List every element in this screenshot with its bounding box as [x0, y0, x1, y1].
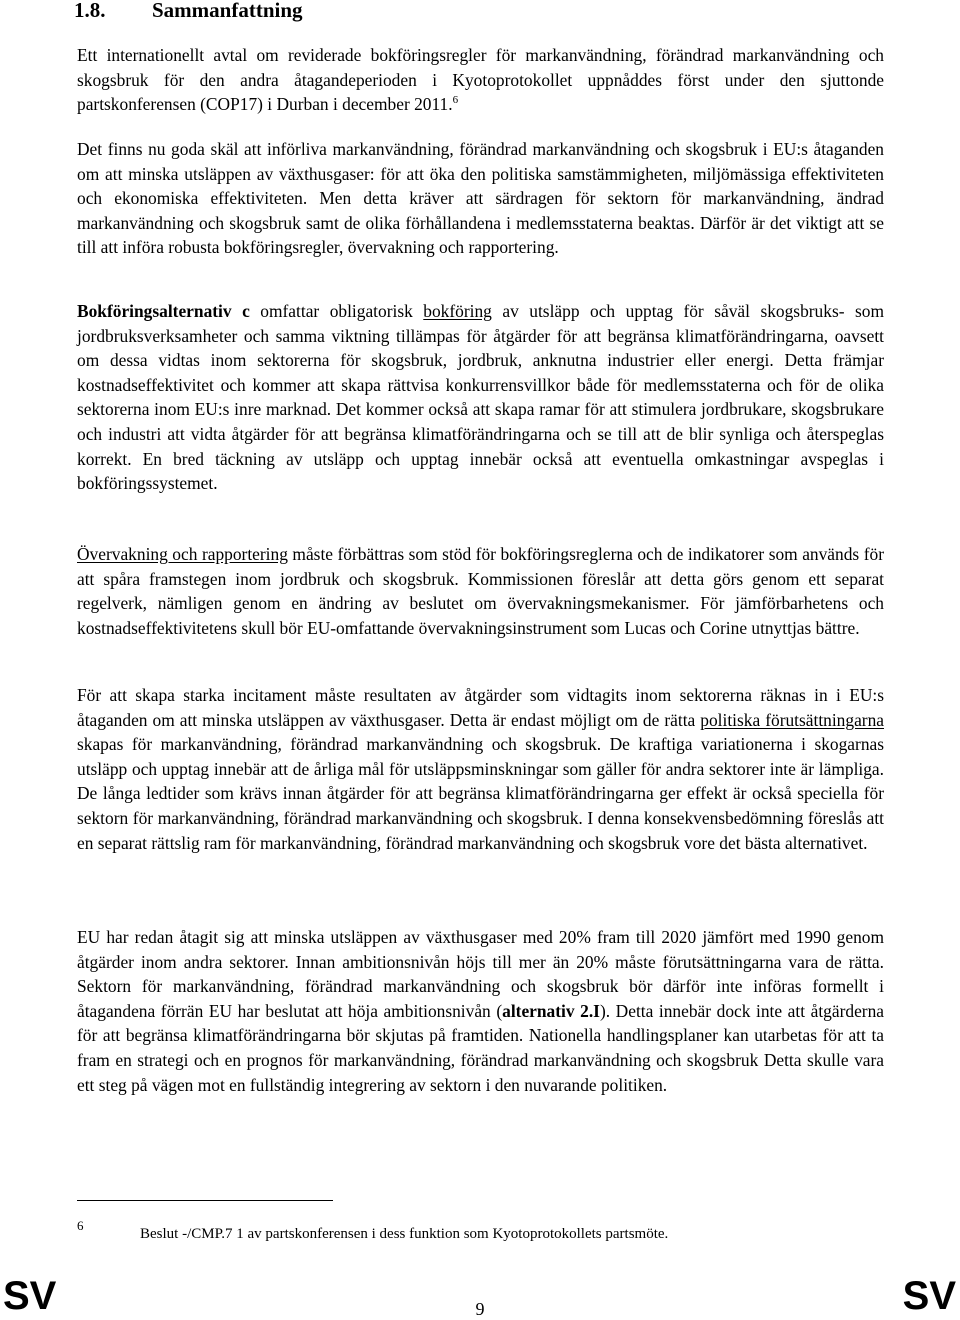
underlined-term: Övervakning och rapportering [77, 544, 288, 564]
paragraph-eu-commitment [77, 925, 884, 1097]
paragraph-monitoring [77, 542, 884, 640]
paragraph-accounting-option [77, 299, 884, 496]
page-number: 9 [475, 1299, 485, 1319]
footnote-number: 6 [77, 1218, 84, 1233]
underlined-term: politiska förutsättningarna [700, 709, 885, 730]
section-heading [74, 0, 303, 24]
paragraph-text: Ett internationellt avtal om reviderade bokföringsregler för markanvändning, förändrad markanvändning och skogsbruk för den andra åtagandeperioden i Kyotoprotokollet uppnåddes först under den sjuttonde partskonferensen (COP17) i Durban i december 2011. [77, 45, 884, 115]
language-code-right: SV [902, 1274, 956, 1318]
footnote-reference[interactable]: 6 [452, 94, 459, 107]
paragraph-intro [77, 43, 884, 117]
paragraph-text: Det finns nu goda skäl att införliva markanvändning, förändrad markanvändning och skogsbruk i EU:s åtaganden om att minska utsläppen av växthusgaser: för att öka den politiska samstämmigheten, miljömässiga effektiviteten och ekonomiska effektiviteten. Men detta kräver att särdragen för sektorn för markanvändning, ändrad markanvändning och skogsbruk samt de olika förhållandena i medlemsstaterna beaktas. Därför är det viktigt att se till att införa robusta bokföringsregler, övervakning och rapportering. [77, 139, 884, 258]
section-title: Sammanfattning [152, 0, 303, 22]
bold-term: alternativ 2.I [502, 1000, 600, 1021]
paragraph-text: För att skapa starka incitament måste resultaten av åtgärder som vidtagits inom sektorerna räknas in i EU:s åtaganden om att minska utsläppen av växthusgaser. Detta är endast möjligt om de rätta [77, 685, 884, 730]
underlined-term: bokföring [423, 301, 492, 321]
paragraph-text: skapas för markanvändning, förändrad markanvändning och skogsbruk. De kraftiga variationerna i skogarnas utsläpp och upptag innebär att de årliga mål för utsläppsminskningar som gäller för andra sektorer inte är lämpliga. De långa ledtider som krävs innan åtgärder för att begränsa klimatförändringarna ger effekt är också speciella för sektorn för markanvändning, förändrad markanvändning och skogsbruk. I denna konsekvensbedömning föreslås att en separat rättslig ram för markanvändning, förändrad markanvändning och skogsbruk vore det bästa alternativet. [77, 734, 884, 853]
paragraph-text: omfattar obligatorisk [249, 301, 424, 321]
language-code-left: SV [3, 1274, 57, 1318]
paragraph-text: EU har redan åtagit sig att minska utsläppen av växthusgaser med 20% fram till 2020 jämfört med 1990 genom åtgärder inom andra sektorer. Innan ambitionsnivån höjs till mer än 20% måste förutsättningarna vara de rätta. Sektorn för markanvändning, förändrad markanvändning och skogsbruk bör därför inte införas formellt i åtagandena förrän EU har beslutat att höja ambitionsnivån ( [77, 927, 884, 1021]
section-number: 1.8. [74, 0, 106, 22]
footnote-text: Beslut -/CMP.7 1 av partskonferensen i dess funktion som Kyotoprotokollets partsmöte. [140, 1226, 669, 1242]
paragraph-text: av utsläpp och upptag för såväl skogsbruks- som jordbruksverksamheter och samma viktning tillämpas för åtgärder för att begränsa klimatförändringarna, oavsett om dessa vidtas inom sektorerna för skogsbruk, jordbruk, anknutna industrier eller energi. Detta främjar kostnadseffektivitet och kommer att skapa rättvisa konkurrensvillkor både för medlemsstaterna och för de olika sektorerna inom EU:s inre marknad. Det kommer också att skapa ramar för att stimulera jordbrukare, skogsbrukare och industri att vidta åtgärder för att begränsa klimatförändringarna och se till att de blir synliga och återspeglas korrekt. En bred täckning av utsläpp och upptag innebär också att eventuella omkastningar avspeglas i bokföringssystemet. [77, 301, 884, 494]
footnote-divider [77, 1200, 333, 1201]
paragraph-incentives [77, 683, 884, 855]
bold-term: Bokföringsalternativ c [77, 301, 250, 321]
paragraph-text: ). Detta innebär dock inte att åtgärderna för att begränsa klimatförändringarna bör skjutas på framtiden. Nationella handlingsplaner kan utarbetas för att ta fram en strategi och en prognos för markanvändning, förändrad markanvändning och skogsbruk Detta skulle vara ett steg på vägen mot en fullständig integrering av sektorn i den nuvarande politiken. [77, 1000, 884, 1095]
paragraph-text: måste förbättras som stöd för bokföringsreglerna och de indikatorer som används för att spåra framstegen inom jordbruk och skogsbruk. Kommissionen föreslår att detta görs genom ett separat regelverk, nämligen genom en ändring av beslutet om övervakningsmekanismer. För jämförbarhetens och kostnadseffektivitetens skull bör EU-omfattande övervakningsinstrument som Lucas och Corine utnyttjas bättre. [77, 544, 884, 638]
paragraph-reasons [77, 137, 884, 260]
